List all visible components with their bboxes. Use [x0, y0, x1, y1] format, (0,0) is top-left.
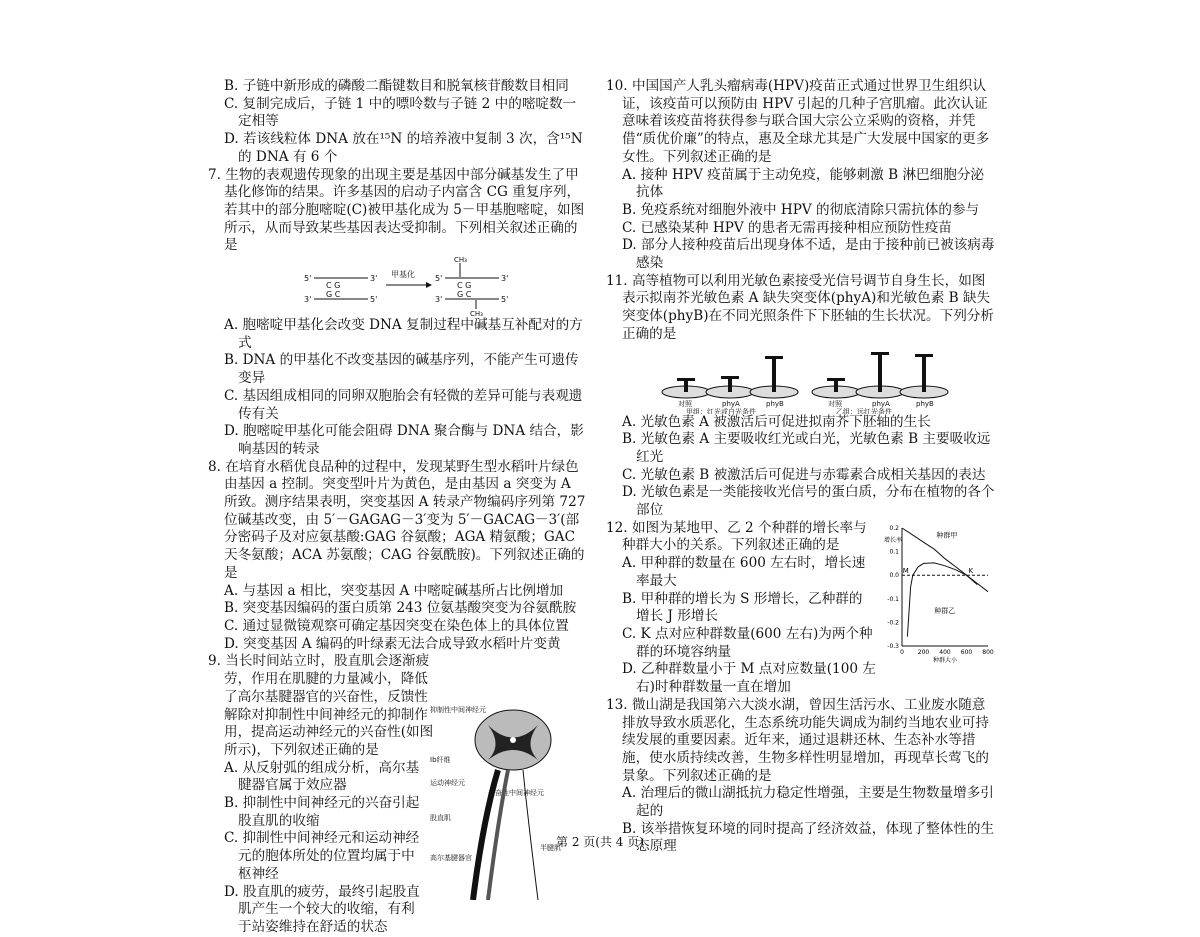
hypocotyl: [834, 380, 838, 392]
q9-option-b: B. 抑制性中间神经元的兴奋引起股直肌的收缩: [224, 795, 420, 829]
seedling-label: phyA: [722, 399, 740, 408]
hypocotyl: [878, 354, 882, 392]
strand-label: 5': [435, 274, 443, 284]
spinal-cord-diagram: [428, 700, 588, 900]
option-d-prev: D. 若该线粒体 DNA 放在¹⁵N 的培养液中复制 3 次，含¹⁵N 的 DNA 有 6 个: [224, 131, 583, 165]
methyl-bottom: CH₃: [470, 310, 483, 318]
hypocotyl: [772, 358, 776, 392]
q7-option-d: D. 胞嘧啶甲基化可能会阻碍 DNA 聚合酶与 DNA 结合，影响基因的转录: [224, 423, 584, 457]
right-column: [606, 78, 996, 856]
seedling-label: phyB: [916, 399, 934, 408]
q7-option-a: A. 胞嘧啶甲基化会改变 DNA 复制过程中碱基互补配对的方式: [224, 317, 583, 351]
caption-b: 乙组：远红光条件: [836, 407, 892, 414]
q11-option-b: B. 光敏色素 A 主要吸收红光或白光，光敏色素 B 主要吸收远红光: [622, 431, 991, 465]
q9-option-c: C. 抑制性中间神经元和运动神经元的胞体所处的位置均属于中枢神经: [224, 830, 420, 882]
y-tick-label: 0.0: [889, 571, 899, 579]
label-excit: 兴奋性中间神经元: [488, 788, 544, 797]
q12-stem: 12. 如图为某地甲、乙 2 个种群的增长率与种群大小的关系。下列叙述正确的是: [606, 519, 867, 554]
y-tick-label: -0.2: [887, 619, 899, 627]
q12-option-c: C. K 点对应种群数量(600 左右)为两个种群的环境容纳量: [622, 625, 873, 660]
caption-a: 甲组：红光或白光条件: [686, 407, 756, 414]
q9-spinal-figure: [428, 700, 588, 937]
q8-option-a: A. 与基因 a 相比，突变基因 A 中嘧啶碱基所占比例增加: [224, 582, 564, 599]
x-tick-label: 200: [917, 648, 930, 656]
q13-option-b: B. 该举措恢复环境的同时提高了经济效益，体现了整体性的生态原理: [622, 820, 995, 855]
q10-option-c: C. 已感染某种 HPV 的患者无需再接种相应预防性疫苗: [622, 219, 952, 236]
x-tick-label: 800: [982, 648, 994, 656]
cotyledon: [721, 376, 739, 379]
bases-top: C G: [326, 281, 341, 291]
growth-rate-chart: [876, 520, 996, 665]
x-tick-label: 0: [900, 648, 904, 656]
q12-block: [606, 520, 996, 697]
q12-option-a: A. 甲种群的数量在 600 左右时，增长速率最大: [622, 555, 866, 589]
q11-option-c: C. 光敏色素 B 被激活后可促进与赤霉素合成相关基因的表达: [622, 466, 986, 483]
label-golgi: 高尔基腱器官: [430, 853, 472, 862]
point-label-k: K: [968, 566, 974, 575]
q11-option-d: D. 光敏色素是一类能接收光信号的蛋白质，分布在植物的各个部位: [622, 484, 995, 519]
y-axis-label: 增长率: [884, 536, 903, 544]
q12-text: [606, 520, 876, 697]
q8-stem: 8. 在培育水稻优良品种的过程中，发现某野生型水稻叶片绿色由基因 a 控制。突变型叶片为黄色，是由基因 a 突变为 A 所致。测序结果表明，突变基因 A 转录产物编码序列第 727 位碱基改变，由 5′－GAGAG－3′变为 5′－GACAG－3′(部分密码子及对应氨基酸:GAG 谷氨酸；AGA 精氨酸；GAC 天冬氨酸；ACA 苏氨酸；CAG 谷氨酰胺)。下列叙述正确的是: [208, 458, 586, 581]
q10-stem: 10. 中国国产人乳头瘤病毒(HPV)疫苗正式通过世界卫生组织认证，该疫苗可以预防由 HPV 引起的几种子宫肌瘤。此次认证意味着该疫苗将获得参与联合国大宗公立采购的资格，并凭借“质优价廉”的特点，惠及全球尤其是广大发展中国家的更多女性。下列叙述正确的是: [606, 78, 990, 165]
q11-seedling-figure: [606, 344, 996, 414]
q8-option-b: B. 突变基因编码的蛋白质第 243 位氨基酸突变为谷氨酰胺: [224, 600, 577, 617]
seedling-label: phyA: [872, 399, 890, 408]
cotyledon: [871, 352, 889, 355]
strand-label: 3': [435, 295, 443, 305]
q12-chart: [876, 520, 996, 697]
bases-top: C G: [457, 281, 472, 291]
left-column: [208, 78, 588, 937]
q7-option-b: B. DNA 的甲基化不改变基因的碱基序列，不能产生可遗传变异: [224, 352, 579, 387]
cotyledon: [765, 356, 783, 359]
strand-label: 3': [501, 274, 509, 284]
q9-option-a: A. 从反射弧的组成分析，高尔基腱器官属于效应器: [224, 759, 420, 794]
label-motor: 运动神经元: [430, 778, 465, 787]
label-rectus: 股直肌: [430, 813, 451, 822]
q13-stem: 13. 微山湖是我国第六大淡水湖，曾因生活污水、工业废水随意排放导致水质恶化，生态系统功能失调成为制约当地农业可持续发展的重要因素。近年来，通过退耕还林、生态补水等措施，使水质持续改善，生物多样性明显增加，再现草长莺飞的景象。下列叙述正确的是: [606, 696, 990, 784]
q10-option-d: D. 部分人接种疫苗后出现身体不适，是由于接种前已被该病毒感染: [622, 237, 995, 272]
option-b-prev: B. 子链中新形成的磷酸二酯键数目和脱氧核苷酸数目相同: [224, 78, 569, 94]
label-inhib: 抑制性中间神经元: [430, 705, 486, 714]
q11-stem: 11. 高等植物可以利用光敏色素接受光信号调节自身生长，如图表示拟南芥光敏色素 A 缺失突变体(phyA)和光敏色素 B 缺失突变体(phyB)在不同光照条件下下胚轴的生长状况。下列分析正确的是: [606, 272, 994, 342]
strand-label: 5': [370, 295, 378, 305]
point-label-m: M: [902, 566, 909, 575]
q9-option-d: D. 股直肌的疲劳，最终引起股直肌产生一个较大的收缩，有利于站姿维持在舒适的状态: [224, 883, 420, 935]
x-tick-label: 400: [939, 648, 951, 656]
y-tick-label: 0.1: [889, 548, 899, 556]
y-tick-label: -0.1: [887, 595, 899, 603]
y-tick-label: 0.2: [889, 524, 899, 532]
strand-label: 3': [370, 274, 378, 284]
q8-option-c: C. 通过显微镜观察可确定基因突变在染色体上的具体位置: [224, 617, 569, 634]
seedling-diagram: [606, 344, 996, 414]
seedling-label: phyB: [766, 399, 784, 408]
q7-option-c: C. 基因组成相同的同卵双胞胎会有轻微的差异可能与表观遗传有关: [224, 387, 583, 422]
strand-label: 5': [304, 274, 312, 284]
x-tick-label: 600: [960, 648, 973, 656]
q10-option-a: A. 接种 HPV 疫苗属于主动免疫，能够刺激 B 淋巴细胞分泌抗体: [622, 166, 985, 201]
series-label: 种群甲: [936, 531, 958, 540]
hypocotyl: [684, 380, 688, 392]
hypocotyl: [728, 378, 732, 392]
strand-label: 3': [304, 295, 312, 305]
seedling-label: 对照: [828, 399, 842, 408]
series-line: [907, 563, 977, 637]
hypocotyl: [922, 356, 926, 392]
cotyledon: [677, 378, 695, 381]
q7-stem: 7. 生物的表观遗传现象的出现主要是基因中部分碱基发生了甲基化修饰的结果。许多基因的启动子内富含 CG 重复序列，若其中的部分胞嘧啶(C)被甲基化成为 5－甲基胞嘧啶，如图所示，从而导致某些基因表达受抑制。下列相关叙述正确的是: [208, 166, 585, 254]
page-footer: 第 2 页(共 4 页): [556, 835, 644, 849]
series-label: 种群乙: [934, 606, 956, 615]
y-tick-label: -0.3: [887, 642, 899, 650]
q10-option-b: B. 免疫系统对细胞外液中 HPV 的彻底清除只需抗体的参与: [622, 201, 980, 218]
seedling-label: 对照: [678, 399, 692, 408]
q12-option-d: D. 乙种群数量小于 M 点对应数量(100 左右)时种群数量一直在增加: [622, 661, 876, 696]
q12-option-b: B. 甲种群的增长为 S 形增长，乙种群的增长 J 形增长: [622, 590, 863, 625]
q9-stem: 9. 当长时间站立时，股直肌会逐渐疲劳，作用在肌腱的力量减小，降低了高尔基腱器官的兴奋性，反馈性解除对抑制性中间神经元的抑制作用，提高运动神经元的兴奋性(如图所示)，下列叙述正确的是: [208, 653, 434, 758]
strand-label: 5': [501, 295, 509, 305]
methylation-arrow-label: 甲基化: [391, 270, 415, 280]
label-semi: 半腱肌: [540, 843, 561, 852]
cotyledon: [915, 354, 933, 357]
x-axis-label: 种群大小: [932, 656, 958, 664]
bases-bottom: G C: [457, 290, 472, 300]
q13-option-a: A. 治理后的微山湖抵抗力稳定性增强，主要是生物数量增多引起的: [622, 785, 994, 820]
option-c-prev: C. 复制完成后，子链 1 中的嘌呤数与子链 2 中的嘧啶数一定相等: [224, 95, 577, 130]
bases-bottom: G C: [326, 290, 341, 300]
q8-option-d: D. 突变基因 A 编码的叶绿素无法合成导致水稻叶片变黄: [224, 635, 561, 652]
q11-option-a: A. 光敏色素 A 被激活后可促进拟南芥下胚轴的生长: [622, 413, 931, 430]
q7-methylation-figure: [208, 255, 588, 317]
label-ib: Ib纤维: [430, 755, 451, 764]
cotyledon: [827, 378, 845, 381]
methylation-diagram: [208, 255, 588, 317]
methyl-top: CH₃: [454, 256, 467, 265]
